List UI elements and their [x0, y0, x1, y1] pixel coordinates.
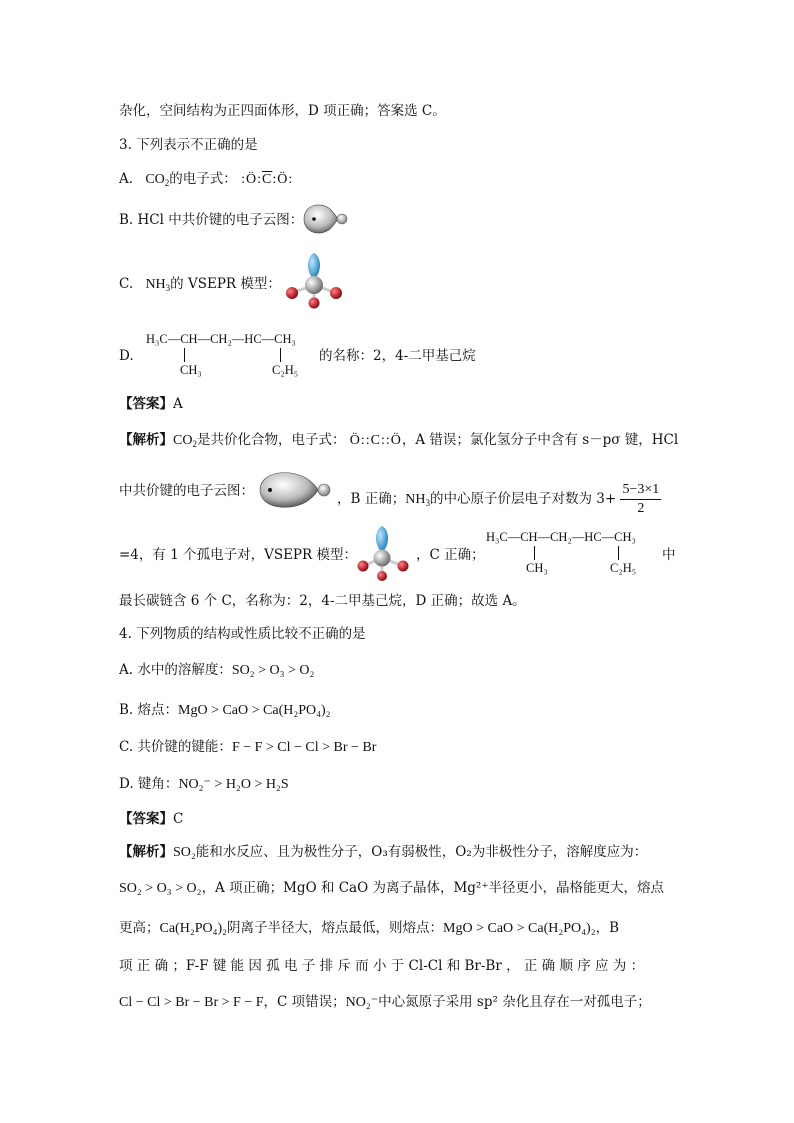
- option-3b: B. HCl 中共价键的电子云图：: [119, 212, 304, 228]
- nh3-vsepr-model-icon-2: [355, 522, 415, 582]
- nh3-vsepr-model-icon: [284, 247, 348, 309]
- option-4c: C. 共价键的键能：F − F > Cl − Cl > Br − Br: [119, 739, 377, 755]
- option-3a: A. $CO_2$的电子式： $:Ö:\overline{C}:Ö$:: [119, 171, 294, 188]
- option-3d-text: 的名称：2，4-二甲基己烷: [319, 348, 476, 364]
- co2-lewis-exp: Ö::C::Ö: [349, 433, 402, 448]
- answer-3: 【答案】A: [119, 396, 183, 412]
- fraction: $\frac{5-3\times 1}{2}$: [622, 482, 660, 516]
- explanation-3-line-4: 最长碳链含 6 个 C，名称为：2，4-二甲基己烷，D 正确；故选 A。: [119, 593, 526, 609]
- organic-structure-2: H₃C—CH—CH₂—HC—CH₃ CH₃ C₂H₅: [486, 530, 637, 575]
- organic-structure: H₃C—CH—CH₂—HC—CH₃ CH₃ C₂H₅: [146, 332, 299, 377]
- explanation-3-line-3a: =4，有 1 个孤电子对，VSEPR 模型：: [119, 547, 357, 563]
- co2-lewis: $:Ö:\overline{C}:Ö$:: [241, 172, 294, 187]
- explanation-3-line-3c: 中: [662, 547, 676, 563]
- option-3c: C. $NH_3$的 VSEPR 模型：: [119, 276, 281, 293]
- option-4b: B. 熔点：MgO > CaO > Ca(H₂PO₄)₂: [119, 702, 331, 718]
- question-3: 3. 下列表示不正确的是: [119, 137, 258, 153]
- explanation-4-line-2: SO₂ > O₃ > O₂，A 项正确；MgO 和 CaO 为离子晶体，Mg²⁺半径更小，晶格能更大，熔点: [119, 880, 664, 896]
- answer-4: 【答案】C: [119, 811, 184, 827]
- explanation-4-line-5: Cl − Cl > Br − Br > F − F，C 项错误；NO₂⁻中心氮原子采用 sp² 杂化且存在一对孤电子；: [119, 994, 651, 1010]
- explanation-3-line-2a: 中共价键的电子云图：: [119, 483, 254, 499]
- hcl-electron-cloud-icon: [300, 199, 348, 237]
- option-3d-label: D.: [119, 348, 134, 364]
- explanation-4-line-4: 项 正 确 ；F-F 键 能 因 孤 电 子 排 斥 而 小 于 Cl-Cl 和 Br-Br ， 正 确 顺 序 应 为 ：: [119, 958, 645, 974]
- explanation-4-line-3: 更高；Ca(H₂PO₄)₂阴离子半径大，熔点最低，则熔点：MgO > CaO > Ca(H₂PO₄)₂，B: [119, 920, 619, 936]
- explanation-3-line-1: 【解析】$CO_2$是共价化合物，电子式： Ö::C::Ö，A 错误；氯化氢分子中含有 s－pσ 键，HCl: [119, 432, 679, 449]
- hcl-electron-cloud-icon-2: [258, 468, 334, 512]
- text-line: 杂化，空间结构为正四面体形，D 项正确；答案选 C。: [119, 103, 446, 119]
- question-4: 4. 下列物质的结构或性质比较不正确的是: [119, 626, 366, 642]
- explanation-4-line-1: 【解析】SO₂能和水反应、且为极性分子，O₃有弱极性，O₂为非极性分子，溶解度应为：: [119, 844, 648, 860]
- explanation-3-line-2b: ，B 正确；$NH_3$的中心原子价层电子对数为 3+ $\frac{5-3\times 1}{2}$: [337, 482, 660, 516]
- option-4d: D. 键角：NO₂⁻ > H₂O > H₂S: [119, 776, 289, 792]
- option-4a: A. 水中的溶解度：SO₂ > O₃ > O₂: [119, 662, 315, 678]
- explanation-3-line-3b: ，C 正确；: [416, 547, 485, 563]
